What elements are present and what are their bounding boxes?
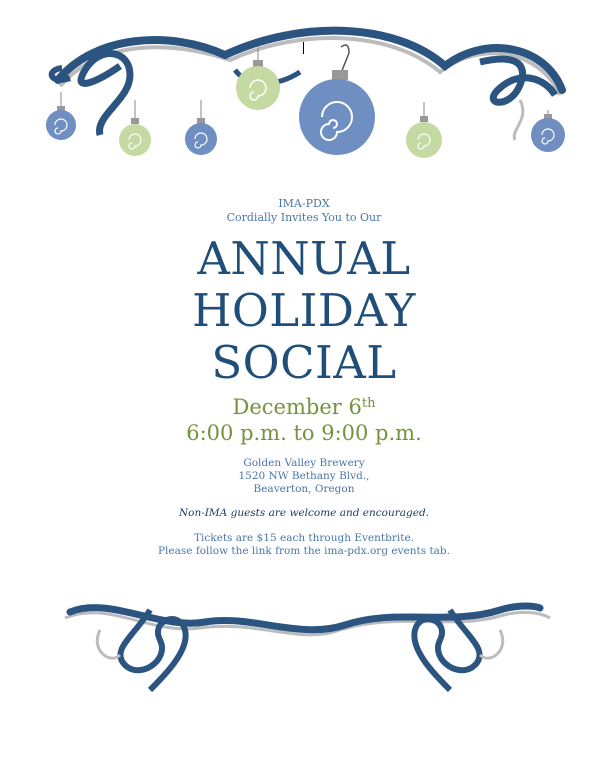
- ornament-green-small-right: [406, 102, 442, 158]
- title-line-1: ANNUAL: [197, 232, 411, 285]
- ornament-blue-small-right: [531, 110, 565, 152]
- ornament-blue-small-center-left: [185, 100, 217, 155]
- venue-city: Beaverton, Oregon: [253, 483, 355, 495]
- event-date-time: [0, 394, 608, 446]
- event-time: 6:00 p.m. to 9:00 p.m.: [186, 421, 422, 445]
- event-title: [0, 233, 608, 389]
- host-org: IMA-PDX: [278, 197, 330, 210]
- host-block: [0, 197, 608, 225]
- text-cursor: [303, 42, 304, 54]
- bottom-ribbon-left-loops: [120, 610, 185, 690]
- ornament-blue-small-left: [46, 92, 76, 140]
- top-ribbon-ornament-decoration: [0, 0, 608, 175]
- venue-block: [0, 457, 608, 496]
- top-ribbon-right-tail: [514, 100, 523, 140]
- bottom-ribbon-left-shadow-loop: [97, 630, 120, 658]
- title-line-3: SOCIAL: [211, 336, 397, 389]
- title-line-2: HOLIDAY: [192, 284, 416, 337]
- top-ribbon-left-loop: [81, 54, 130, 135]
- venue-name: Golden Valley Brewery: [243, 457, 365, 469]
- tickets-line-1: Tickets are $15 each through Eventbrite.: [194, 532, 414, 544]
- bottom-ribbon-decoration: [0, 590, 608, 700]
- tickets-line-2: Please follow the link from the ima-pdx.org events tab.: [157, 545, 450, 557]
- bottom-ribbon-right-shadow-loop: [480, 630, 503, 658]
- ornament-blue-large-center: [299, 45, 375, 155]
- venue-street: 1520 NW Bethany Blvd.,: [238, 470, 370, 482]
- date-suffix: th: [361, 396, 376, 411]
- event-date: December 6th: [232, 395, 376, 419]
- ornament-green-small-left: [119, 100, 151, 156]
- guest-note: Non-IMA guests are welcome and encouraged.: [178, 507, 430, 519]
- host-invite: Cordially Invites You to Our: [226, 211, 382, 224]
- tickets-block: [0, 532, 608, 558]
